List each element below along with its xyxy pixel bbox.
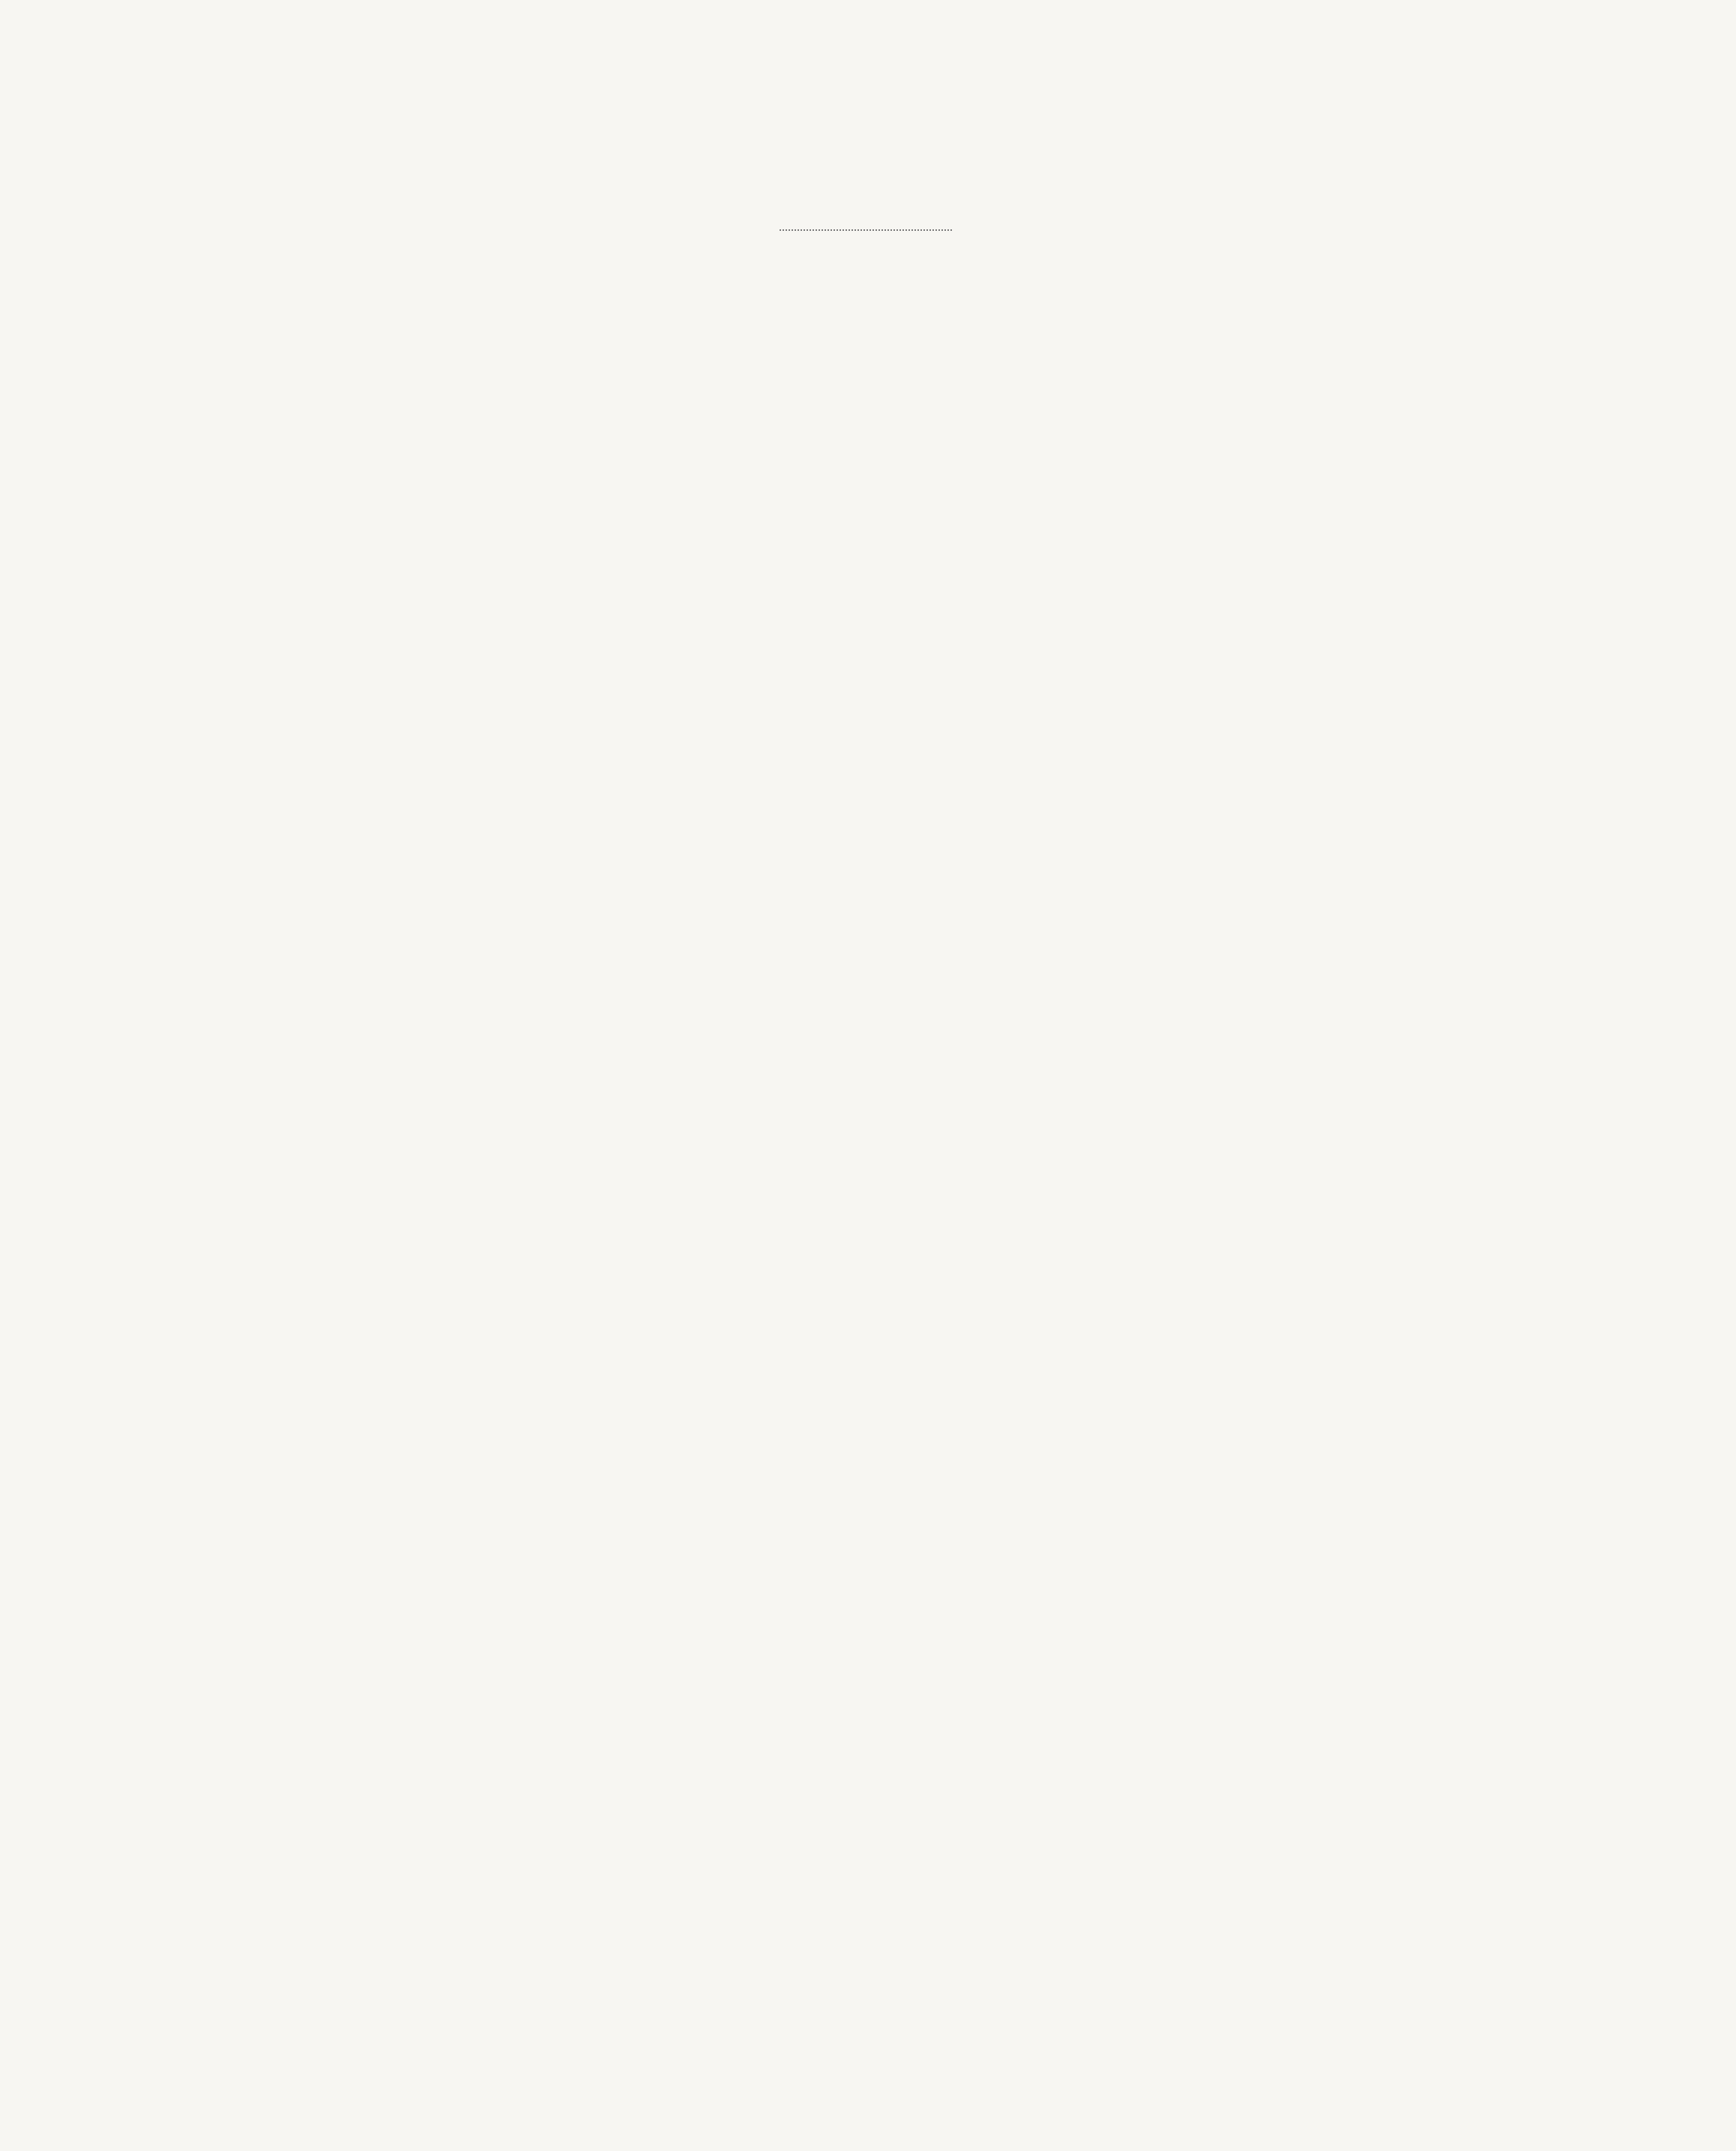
top-item-gesang <box>180 289 1559 324</box>
top-item-physik <box>180 255 1559 289</box>
section-title <box>180 334 1559 390</box>
page-content <box>180 255 1559 424</box>
ordinarius-line <box>180 390 1559 424</box>
decorative-rule <box>780 229 952 231</box>
